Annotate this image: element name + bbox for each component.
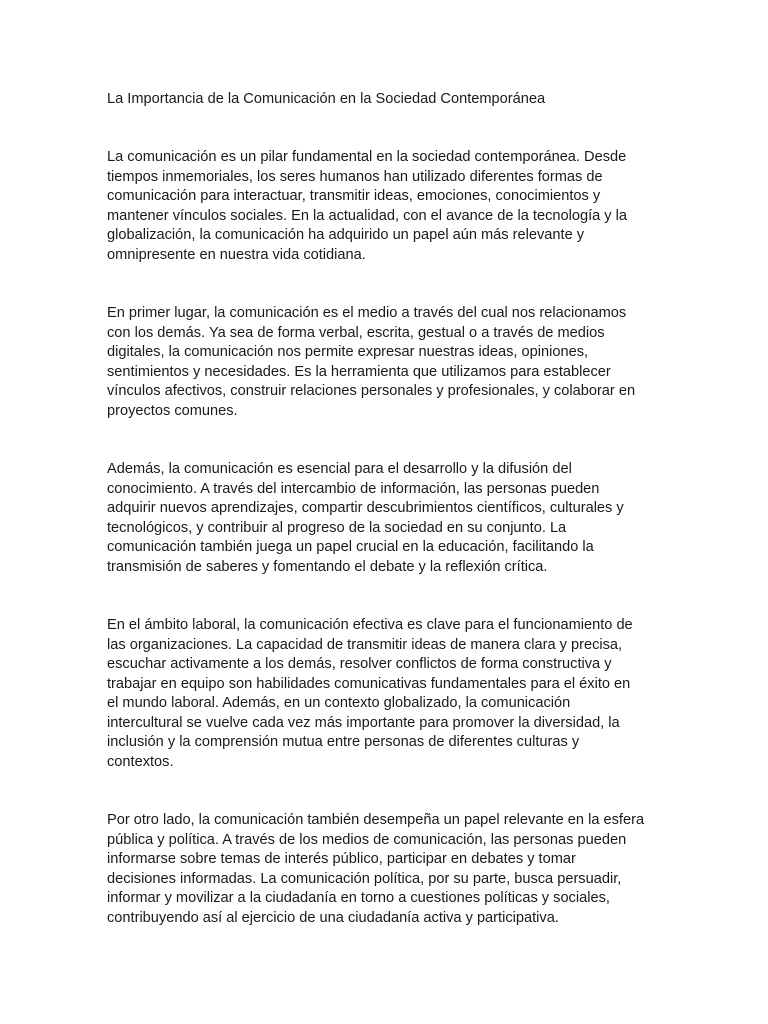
paragraph-line: tecnológicos, y contribuir al progreso de la sociedad en su conjunto. La	[107, 519, 567, 536]
paragraph-line: el mundo laboral. Además, en un contexto globalizado, la comunicación	[107, 695, 571, 711]
document-title: La Importancia de la Comunicación en la Sociedad Contemporánea	[107, 91, 546, 107]
paragraph-line: Por otro lado, la comunicación también desempeña un papel relevante en la esfera	[107, 812, 645, 828]
paragraph-5	[107, 811, 644, 928]
paragraph-line: decisiones informadas. La comunicación política, por su parte, busca persuadir,	[107, 870, 622, 887]
paragraph-line: conocimiento. A través del intercambio de información, las personas pueden	[107, 480, 600, 497]
paragraph-line: En el ámbito laboral, la comunicación efectiva es clave para el funcionamiento de	[107, 617, 633, 633]
paragraph-1	[107, 148, 627, 265]
paragraph-4	[107, 616, 633, 772]
paragraph-3	[107, 460, 624, 577]
paragraph-line: Además, la comunicación es esencial para el desarrollo y la difusión del	[107, 461, 572, 477]
paragraph-line: sentimientos y necesidades. Es la herramienta que utilizamos para establecer	[107, 363, 611, 380]
paragraph-line: En primer lugar, la comunicación es el medio a través del cual nos relacionamos	[107, 305, 627, 321]
paragraph-line: informar y movilizar a la ciudadanía en torno a cuestiones políticas y sociales,	[107, 890, 610, 906]
paragraph-line: mantener vínculos sociales. En la actualidad, con el avance de la tecnología y la	[107, 207, 628, 224]
paragraph-line: las organizaciones. La capacidad de transmitir ideas de manera clara y precisa,	[107, 636, 623, 653]
paragraph-line: comunicación para interactuar, transmitir ideas, emociones, conocimientos y	[107, 188, 601, 204]
paragraph-line: vínculos afectivos, construir relaciones personales y profesionales, y colaborar en	[107, 383, 636, 399]
paragraph-line: digitales, la comunicación nos permite expresar nuestras ideas, opiniones,	[107, 344, 589, 360]
paragraph-2	[107, 304, 635, 421]
paragraph-line: contextos.	[107, 753, 174, 770]
paragraph-line: La comunicación es un pilar fundamental en la sociedad contemporánea. Desde	[107, 149, 627, 165]
paragraph-line: proyectos comunes.	[107, 402, 238, 419]
paragraph-line: transmisión de saberes y fomentando el debate y la reflexión crítica.	[107, 558, 548, 575]
paragraph-line: adquirir nuevos aprendizajes, compartir descubrimientos científicos, culturales y	[107, 500, 624, 516]
paragraph-line: inclusión y la comprensión mutua entre personas de diferentes culturas y	[107, 734, 580, 750]
paragraph-line: contribuyendo así al ejercicio de una ciudadanía activa y participativa.	[107, 909, 559, 926]
paragraph-line: informarse sobre temas de interés público, participar en debates y tomar	[107, 851, 576, 867]
paragraph-line: intercultural se vuelve cada vez más importante para promover la diversidad, la	[107, 714, 620, 731]
paragraph-line: con los demás. Ya sea de forma verbal, escrita, gestual o a través de medios	[107, 324, 605, 341]
paragraph-line: comunicación también juega un papel crucial en la educación, facilitando la	[107, 539, 594, 555]
paragraph-line: trabajar en equipo son habilidades comunicativas fundamentales para el éxito en	[107, 675, 631, 692]
paragraph-line: escuchar activamente a los demás, resolver conflictos de forma constructiva y	[107, 656, 612, 672]
paragraph-line: pública y política. A través de los medios de comunicación, las personas pueden	[107, 831, 627, 848]
paragraph-line: omnipresente en nuestra vida cotidiana.	[107, 246, 366, 263]
paragraph-line: tiempos inmemoriales, los seres humanos han utilizado diferentes formas de	[107, 168, 603, 185]
paragraph-line: globalización, la comunicación ha adquirido un papel aún más relevante y	[107, 227, 585, 243]
